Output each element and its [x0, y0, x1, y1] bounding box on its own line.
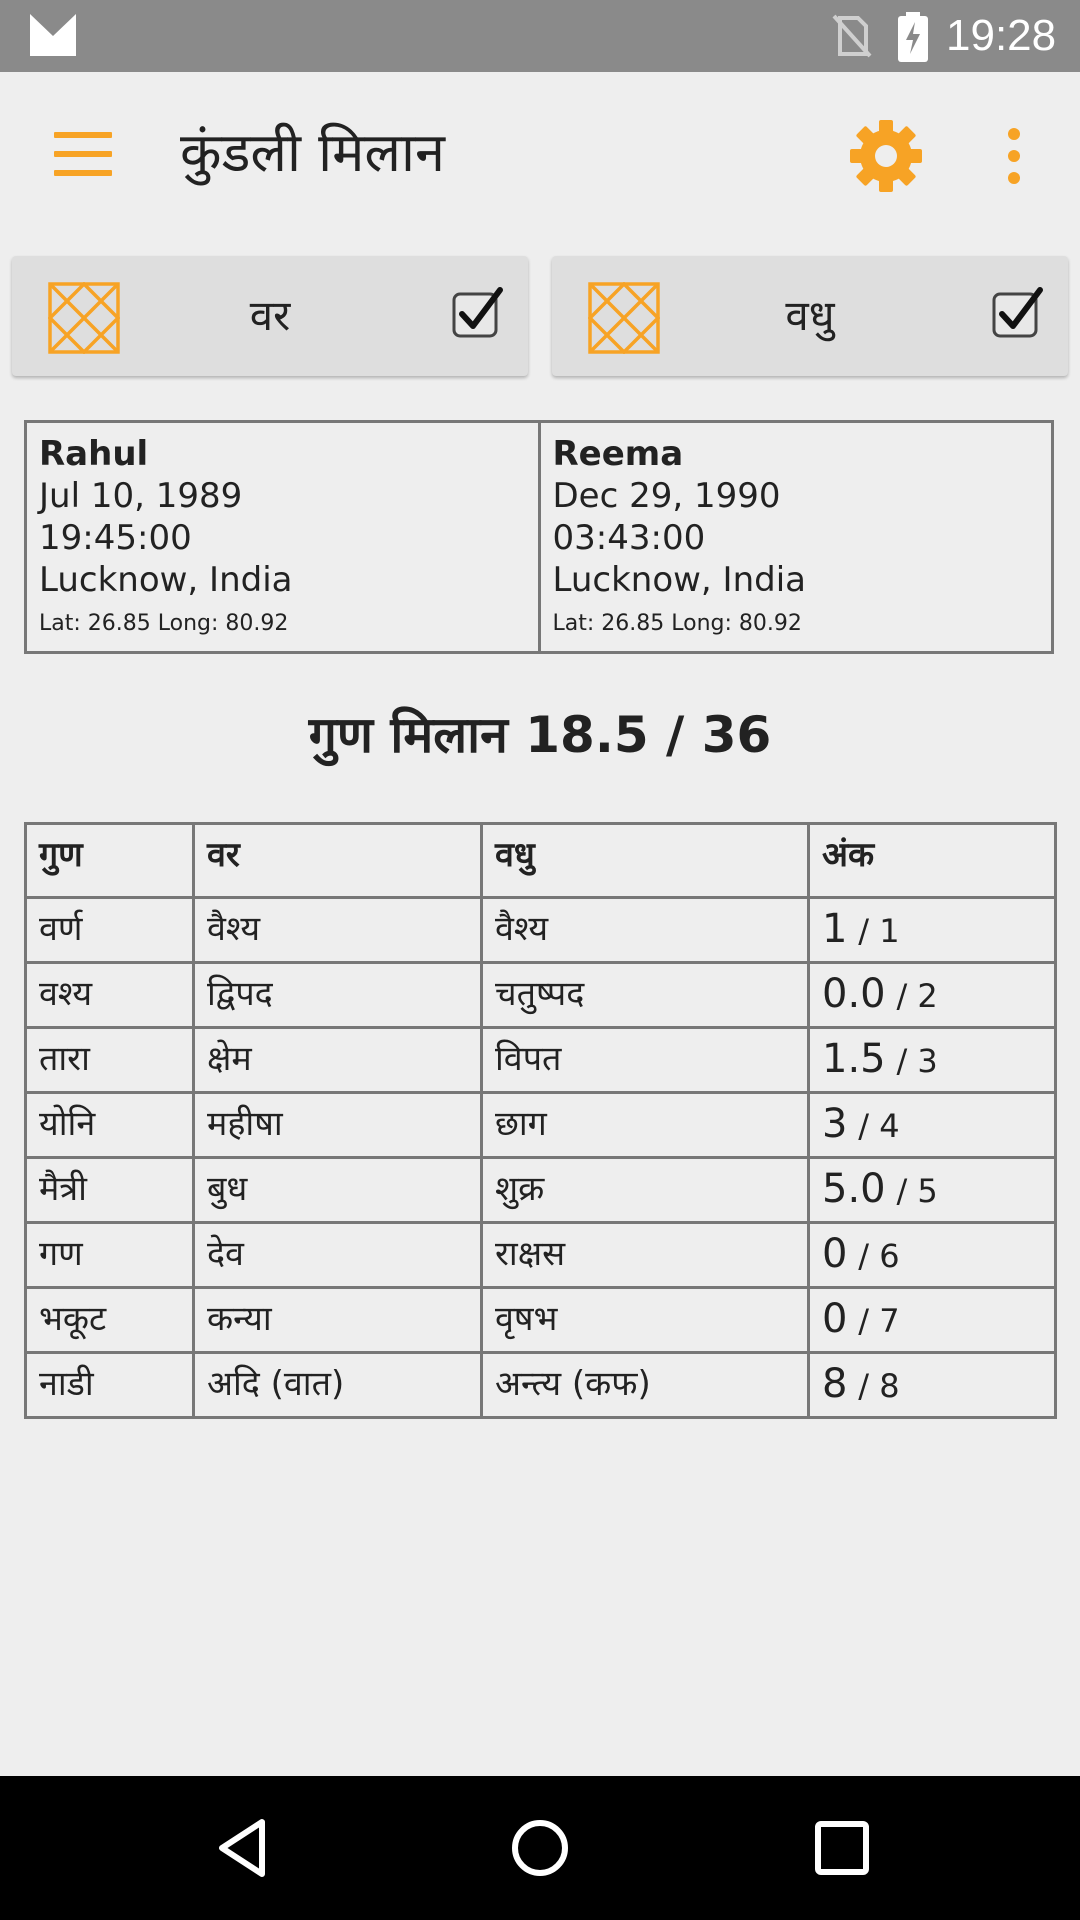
- points-cell: [809, 963, 1056, 1028]
- points-max: / 4: [858, 1107, 900, 1145]
- table-row: [26, 1223, 1056, 1288]
- points-max: / 2: [896, 977, 938, 1015]
- points-max: / 7: [858, 1302, 900, 1340]
- table-row: [26, 1158, 1056, 1223]
- groom-label: वर: [249, 291, 291, 340]
- guna-cell: वश्य: [26, 963, 194, 1028]
- points-value: 0.0: [822, 971, 886, 1017]
- groom-name: Rahul: [39, 434, 149, 474]
- points-value: 1: [822, 906, 848, 952]
- points-max: / 3: [896, 1042, 938, 1080]
- navigation-bar: [0, 1776, 1080, 1920]
- guna-cell: मैत्री: [26, 1158, 194, 1223]
- points-cell: [809, 898, 1056, 963]
- status-time: 19:28: [946, 11, 1057, 60]
- bride-select-button[interactable]: [552, 256, 1068, 376]
- table-row: [26, 1353, 1056, 1418]
- recents-icon[interactable]: [814, 1820, 870, 1876]
- bride-label: वधु: [785, 291, 835, 340]
- status-bar: [0, 0, 1080, 72]
- var-cell: बुध: [194, 1158, 482, 1223]
- var-cell: वैश्य: [194, 898, 482, 963]
- header-var: वर: [194, 824, 482, 898]
- bride-lat-long: Lat: 26.85 Long: 80.92: [552, 611, 802, 636]
- back-icon[interactable]: [214, 1818, 274, 1878]
- guna-cell: योनि: [26, 1093, 194, 1158]
- birth-details-table: [24, 420, 1054, 654]
- vadhu-cell: शुक्र: [482, 1158, 809, 1223]
- groom-lat-long: Lat: 26.85 Long: 80.92: [39, 611, 289, 636]
- table-row: [26, 963, 1056, 1028]
- table-row: [26, 1288, 1056, 1353]
- points-cell: [809, 1093, 1056, 1158]
- vadhu-cell: विपत: [482, 1028, 809, 1093]
- header-vadhu: वधु: [482, 824, 809, 898]
- table-row: [26, 1093, 1056, 1158]
- no-sim-icon: [832, 14, 872, 58]
- settings-icon[interactable]: [848, 118, 924, 194]
- points-cell: [809, 1158, 1056, 1223]
- points-max: / 1: [858, 912, 900, 950]
- home-icon[interactable]: [510, 1818, 570, 1878]
- page-title: कुंडली मिलान: [180, 121, 445, 184]
- points-value: 0: [822, 1296, 848, 1342]
- groom-birth-time: 19:45:00: [39, 518, 192, 558]
- guna-cell: गण: [26, 1223, 194, 1288]
- vadhu-cell: अन्त्य (कफ): [482, 1353, 809, 1418]
- groom-birth-place: Lucknow, India: [39, 560, 293, 600]
- groom-checkbox[interactable]: [450, 286, 506, 342]
- points-value: 5.0: [822, 1166, 886, 1212]
- points-value: 8: [822, 1361, 848, 1407]
- header-guna: गुण: [26, 824, 194, 898]
- points-value: 3: [822, 1101, 848, 1147]
- table-row: [26, 1028, 1056, 1093]
- points-cell: [809, 1223, 1056, 1288]
- table-header-row: [26, 824, 1056, 898]
- vadhu-cell: राक्षस: [482, 1223, 809, 1288]
- var-cell: कन्या: [194, 1288, 482, 1353]
- header-points: अंक: [809, 824, 1056, 898]
- var-cell: देव: [194, 1223, 482, 1288]
- guna-table: [24, 822, 1057, 1419]
- battery-charging-icon: [896, 12, 930, 62]
- points-max: / 8: [858, 1367, 900, 1405]
- groom-select-button[interactable]: [12, 256, 528, 376]
- groom-details: [27, 423, 538, 651]
- points-cell: [809, 1028, 1056, 1093]
- vadhu-cell: छाग: [482, 1093, 809, 1158]
- points-cell: [809, 1353, 1056, 1418]
- var-cell: महीषा: [194, 1093, 482, 1158]
- bride-birth-date: Dec 29, 1990: [552, 476, 781, 516]
- var-cell: क्षेम: [194, 1028, 482, 1093]
- bride-birth-time: 03:43:00: [552, 518, 706, 558]
- groom-birth-date: Jul 10, 1989: [39, 476, 243, 516]
- guna-cell: तारा: [26, 1028, 194, 1093]
- app-bar: [0, 72, 1080, 240]
- bride-name: Reema: [552, 434, 684, 474]
- points-value: 1.5: [822, 1036, 886, 1082]
- guna-milan-score: गुण मिलान 18.5 / 36: [308, 706, 772, 764]
- points-max: / 5: [896, 1172, 938, 1210]
- menu-icon[interactable]: [54, 132, 112, 176]
- vadhu-cell: चतुष्पद: [482, 963, 809, 1028]
- var-cell: अदि (वात): [194, 1353, 482, 1418]
- points-max: / 6: [858, 1237, 900, 1275]
- guna-cell: वर्ण: [26, 898, 194, 963]
- vadhu-cell: वृषभ: [482, 1288, 809, 1353]
- var-cell: द्विपद: [194, 963, 482, 1028]
- guna-cell: भकूट: [26, 1288, 194, 1353]
- points-cell: [809, 1288, 1056, 1353]
- gmail-icon: [30, 14, 76, 56]
- bride-birth-place: Lucknow, India: [552, 560, 806, 600]
- vadhu-cell: वैश्य: [482, 898, 809, 963]
- bride-details: [538, 423, 1052, 651]
- bride-checkbox[interactable]: [990, 286, 1046, 342]
- table-row: [26, 898, 1056, 963]
- overflow-menu-icon[interactable]: [1000, 128, 1028, 188]
- guna-cell: नाडी: [26, 1353, 194, 1418]
- points-value: 0: [822, 1231, 848, 1277]
